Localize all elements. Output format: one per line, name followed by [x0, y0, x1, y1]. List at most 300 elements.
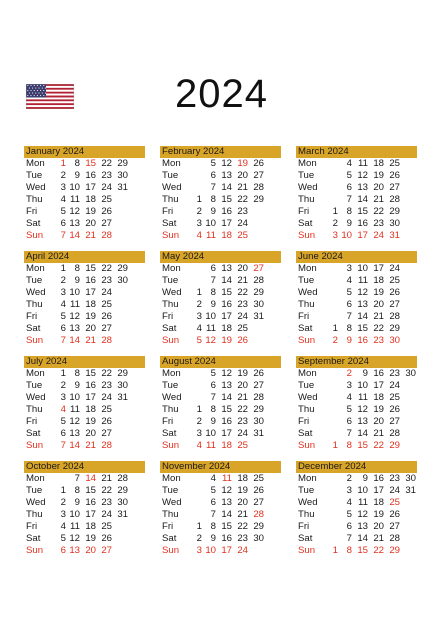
weekday-label: Tue — [26, 380, 43, 391]
week-row — [24, 473, 145, 485]
date-cell: 26 — [389, 170, 400, 181]
date-cell: 26 — [101, 206, 112, 217]
weekday-label: Thu — [298, 404, 315, 415]
date-cell: 2 — [60, 170, 66, 181]
date-cell: 7 — [346, 311, 352, 322]
date-cell: 30 — [117, 380, 128, 391]
weekday-label: Thu — [162, 404, 179, 415]
date-cell: 22 — [373, 206, 384, 217]
date-cell: 19 — [85, 311, 96, 322]
week-row — [160, 485, 281, 497]
date-cell: 25 — [237, 230, 248, 241]
week-row — [296, 380, 417, 392]
week-row — [296, 404, 417, 416]
date-cell: 19 — [221, 335, 232, 346]
date-cell: 17 — [221, 311, 232, 322]
weekday-label: Tue — [298, 380, 315, 391]
date-cell: 5 — [346, 404, 352, 415]
date-cell: 1 — [332, 545, 338, 556]
date-cell: 28 — [389, 311, 400, 322]
date-cell: 25 — [237, 323, 248, 334]
week-row — [296, 275, 417, 287]
date-cell: 4 — [60, 194, 66, 205]
date-cell: 13 — [357, 521, 368, 532]
date-cell: 20 — [373, 299, 384, 310]
date-cell: 26 — [389, 509, 400, 520]
date-cell: 10 — [205, 311, 216, 322]
date-cell: 24 — [101, 287, 112, 298]
weekday-label: Mon — [298, 263, 317, 274]
month-block — [160, 251, 281, 347]
month-header: April 2024 — [24, 251, 145, 263]
month-block — [24, 251, 145, 347]
date-cell: 21 — [373, 428, 384, 439]
weekday-label: Fri — [26, 521, 38, 532]
date-cell: 29 — [117, 158, 128, 169]
date-cell: 27 — [253, 170, 264, 181]
date-cell: 19 — [237, 158, 248, 169]
week-row — [160, 287, 281, 299]
week-row — [24, 497, 145, 509]
date-cell: 18 — [221, 230, 232, 241]
date-cell: 14 — [221, 182, 232, 193]
date-cell: 11 — [70, 299, 80, 310]
date-cell: 12 — [205, 335, 216, 346]
date-cell: 8 — [210, 194, 216, 205]
date-cell: 9 — [362, 473, 368, 484]
week-row — [160, 440, 281, 452]
weekday-label: Mon — [162, 473, 181, 484]
date-cell: 28 — [389, 428, 400, 439]
date-cell: 11 — [358, 497, 368, 508]
date-cell: 17 — [85, 287, 96, 298]
week-row — [24, 299, 145, 311]
week-row — [24, 416, 145, 428]
date-cell: 6 — [60, 545, 66, 556]
weekday-label: Tue — [162, 275, 179, 286]
date-cell: 26 — [389, 287, 400, 298]
date-cell: 23 — [101, 170, 112, 181]
date-cell: 9 — [210, 416, 216, 427]
month-header: March 2024 — [296, 146, 417, 158]
date-cell: 2 — [196, 206, 202, 217]
date-cell: 21 — [85, 440, 96, 451]
month-header: February 2024 — [160, 146, 281, 158]
date-cell: 23 — [101, 497, 112, 508]
date-cell: 1 — [60, 158, 66, 169]
date-cell: 20 — [373, 182, 384, 193]
date-cell: 3 — [196, 311, 202, 322]
date-cell: 29 — [117, 368, 128, 379]
date-cell: 28 — [101, 335, 112, 346]
date-cell: 14 — [69, 335, 80, 346]
date-cell: 19 — [373, 404, 384, 415]
weekday-label: Sun — [298, 440, 316, 451]
date-cell: 18 — [373, 275, 384, 286]
date-cell: 22 — [101, 368, 112, 379]
week-row — [160, 275, 281, 287]
date-cell: 17 — [221, 218, 232, 229]
date-cell: 4 — [60, 404, 66, 415]
date-cell: 16 — [221, 533, 232, 544]
date-cell: 22 — [101, 485, 112, 496]
date-cell: 12 — [357, 509, 368, 520]
date-cell: 24 — [101, 509, 112, 520]
week-row — [160, 473, 281, 485]
week-row — [296, 485, 417, 497]
week-row — [296, 182, 417, 194]
weekday-label: Wed — [162, 497, 182, 508]
date-cell: 29 — [389, 440, 400, 451]
weekday-label: Mon — [26, 263, 45, 274]
date-cell: 8 — [74, 263, 80, 274]
date-cell: 14 — [357, 311, 368, 322]
date-cell: 27 — [389, 299, 400, 310]
date-cell: 5 — [346, 509, 352, 520]
date-cell: 29 — [253, 404, 264, 415]
date-cell: 18 — [85, 404, 96, 415]
weekday-label: Sun — [26, 335, 44, 346]
week-row — [24, 335, 145, 347]
date-cell: 5 — [210, 158, 216, 169]
date-cell: 20 — [85, 545, 96, 556]
month-header: October 2024 — [24, 461, 145, 473]
date-cell: 5 — [346, 287, 352, 298]
date-cell: 15 — [85, 485, 96, 496]
date-cell: 6 — [346, 182, 352, 193]
date-cell: 26 — [389, 404, 400, 415]
date-cell: 10 — [205, 428, 216, 439]
weekday-label: Mon — [298, 158, 317, 169]
date-cell: 1 — [60, 368, 66, 379]
weekday-label: Thu — [26, 194, 43, 205]
month-block — [24, 356, 145, 452]
date-cell: 9 — [346, 218, 352, 229]
date-cell: 23 — [389, 368, 400, 379]
date-cell: 10 — [69, 182, 80, 193]
date-cell: 26 — [101, 311, 112, 322]
week-row — [24, 287, 145, 299]
weekday-label: Sat — [298, 533, 313, 544]
week-row — [296, 521, 417, 533]
date-cell: 13 — [69, 323, 80, 334]
date-cell: 21 — [237, 509, 248, 520]
weekday-label: Sun — [26, 230, 44, 241]
date-cell: 24 — [389, 263, 400, 274]
date-cell: 3 — [196, 428, 202, 439]
weekday-label: Sun — [26, 440, 44, 451]
date-cell: 7 — [60, 440, 66, 451]
month-block — [296, 356, 417, 452]
week-row — [24, 521, 145, 533]
week-row — [24, 230, 145, 242]
date-cell: 23 — [237, 416, 248, 427]
date-cell: 15 — [221, 521, 232, 532]
date-cell: 4 — [346, 497, 352, 508]
week-row — [296, 287, 417, 299]
date-cell: 16 — [221, 299, 232, 310]
date-cell: 6 — [60, 218, 66, 229]
date-cell: 17 — [85, 509, 96, 520]
date-cell: 21 — [373, 311, 384, 322]
date-cell: 2 — [346, 368, 352, 379]
date-cell: 28 — [389, 533, 400, 544]
date-cell: 29 — [117, 263, 128, 274]
date-cell: 16 — [85, 380, 96, 391]
date-cell: 9 — [210, 206, 216, 217]
date-cell: 29 — [389, 545, 400, 556]
date-cell: 25 — [389, 497, 400, 508]
date-cell: 24 — [389, 380, 400, 391]
weekday-label: Fri — [162, 311, 174, 322]
date-cell: 13 — [221, 263, 232, 274]
date-cell: 7 — [210, 182, 216, 193]
date-cell: 10 — [205, 545, 216, 556]
date-cell: 22 — [237, 521, 248, 532]
weekday-label: Sat — [298, 323, 313, 334]
date-cell: 12 — [69, 416, 80, 427]
date-cell: 11 — [358, 275, 368, 286]
week-row — [296, 335, 417, 347]
date-cell: 5 — [346, 170, 352, 181]
date-cell: 28 — [253, 509, 264, 520]
weekday-label: Sun — [298, 335, 316, 346]
date-cell: 6 — [346, 299, 352, 310]
weekday-label: Sat — [26, 533, 41, 544]
date-cell: 16 — [85, 497, 96, 508]
date-cell: 22 — [101, 263, 112, 274]
date-cell: 22 — [237, 287, 248, 298]
weekday-label: Sun — [298, 230, 316, 241]
date-cell: 7 — [210, 275, 216, 286]
date-cell: 30 — [389, 335, 400, 346]
date-cell: 12 — [357, 287, 368, 298]
date-cell: 20 — [373, 521, 384, 532]
month-block — [296, 461, 417, 557]
date-cell: 21 — [373, 533, 384, 544]
weekday-label: Wed — [26, 392, 46, 403]
date-cell: 9 — [346, 335, 352, 346]
date-cell: 27 — [253, 497, 264, 508]
date-cell: 4 — [346, 392, 352, 403]
date-cell: 12 — [357, 170, 368, 181]
date-cell: 24 — [373, 230, 384, 241]
date-cell: 21 — [237, 182, 248, 193]
date-cell: 9 — [74, 275, 80, 286]
week-row — [160, 335, 281, 347]
date-cell: 20 — [237, 263, 248, 274]
date-cell: 11 — [70, 404, 80, 415]
weekday-label: Thu — [162, 194, 179, 205]
date-cell: 31 — [389, 230, 400, 241]
date-cell: 2 — [196, 299, 202, 310]
date-cell: 13 — [69, 218, 80, 229]
week-row — [296, 323, 417, 335]
date-cell: 19 — [373, 509, 384, 520]
date-cell: 15 — [357, 206, 368, 217]
date-cell: 14 — [357, 428, 368, 439]
date-cell: 25 — [237, 440, 248, 451]
month-block — [160, 356, 281, 452]
date-cell: 28 — [101, 230, 112, 241]
date-cell: 6 — [346, 416, 352, 427]
date-cell: 16 — [221, 206, 232, 217]
date-cell: 11 — [358, 158, 368, 169]
date-cell: 13 — [357, 182, 368, 193]
weekday-label: Fri — [26, 311, 38, 322]
date-cell: 14 — [357, 194, 368, 205]
date-cell: 11 — [206, 230, 216, 241]
week-row — [24, 509, 145, 521]
week-row — [24, 380, 145, 392]
date-cell: 25 — [101, 299, 112, 310]
weekday-label: Sat — [162, 428, 177, 439]
date-cell: 2 — [60, 275, 66, 286]
date-cell: 30 — [117, 275, 128, 286]
date-cell: 17 — [373, 263, 384, 274]
weekday-label: Tue — [298, 170, 315, 181]
date-cell: 27 — [101, 545, 112, 556]
weekday-label: Fri — [162, 206, 174, 217]
weekday-label: Sun — [298, 545, 316, 556]
date-cell: 23 — [373, 218, 384, 229]
date-cell: 16 — [357, 218, 368, 229]
week-row — [24, 263, 145, 275]
week-row — [160, 380, 281, 392]
week-row — [160, 263, 281, 275]
date-cell: 26 — [253, 158, 264, 169]
date-cell: 7 — [346, 194, 352, 205]
date-cell: 12 — [357, 404, 368, 415]
week-row — [160, 311, 281, 323]
weekday-label: Mon — [298, 368, 317, 379]
year-title: 2024 — [175, 72, 268, 116]
week-row — [24, 194, 145, 206]
weekday-label: Sat — [298, 218, 313, 229]
weekday-label: Sun — [162, 440, 180, 451]
week-row — [160, 416, 281, 428]
date-cell: 15 — [357, 545, 368, 556]
date-cell: 11 — [206, 440, 216, 451]
month-block — [160, 146, 281, 242]
weekday-label: Thu — [162, 299, 179, 310]
date-cell: 4 — [346, 275, 352, 286]
date-cell: 19 — [85, 416, 96, 427]
date-cell: 28 — [253, 275, 264, 286]
week-row — [24, 311, 145, 323]
week-row — [24, 440, 145, 452]
week-row — [24, 533, 145, 545]
date-cell: 2 — [332, 218, 338, 229]
date-cell: 27 — [389, 416, 400, 427]
week-row — [160, 545, 281, 557]
date-cell: 13 — [357, 416, 368, 427]
date-cell: 10 — [357, 485, 368, 496]
date-cell: 15 — [221, 194, 232, 205]
date-cell: 12 — [69, 311, 80, 322]
week-row — [24, 218, 145, 230]
date-cell: 29 — [253, 287, 264, 298]
date-cell: 9 — [74, 170, 80, 181]
week-row — [160, 218, 281, 230]
week-row — [24, 170, 145, 182]
date-cell: 11 — [206, 323, 216, 334]
date-cell: 25 — [101, 404, 112, 415]
date-cell: 10 — [357, 380, 368, 391]
week-row — [24, 485, 145, 497]
date-cell: 1 — [60, 485, 66, 496]
date-cell: 22 — [373, 545, 384, 556]
week-row — [160, 533, 281, 545]
week-row — [160, 170, 281, 182]
weekday-label: Sun — [162, 335, 180, 346]
week-row — [296, 428, 417, 440]
date-cell: 7 — [60, 230, 66, 241]
date-cell: 25 — [101, 194, 112, 205]
date-cell: 26 — [253, 485, 264, 496]
week-row — [296, 311, 417, 323]
date-cell: 24 — [101, 182, 112, 193]
date-cell: 5 — [60, 533, 66, 544]
date-cell: 15 — [85, 263, 96, 274]
weekday-label: Thu — [162, 509, 179, 520]
date-cell: 1 — [196, 194, 202, 205]
date-cell: 11 — [222, 473, 232, 484]
date-cell: 3 — [60, 509, 66, 520]
date-cell: 2 — [332, 335, 338, 346]
date-cell: 1 — [196, 287, 202, 298]
week-row — [160, 299, 281, 311]
week-row — [296, 218, 417, 230]
date-cell: 30 — [117, 170, 128, 181]
date-cell: 9 — [210, 533, 216, 544]
date-cell: 30 — [117, 497, 128, 508]
week-row — [160, 497, 281, 509]
weekday-label: Fri — [298, 416, 310, 427]
date-cell: 30 — [253, 533, 264, 544]
week-row — [296, 158, 417, 170]
date-cell: 23 — [101, 275, 112, 286]
date-cell: 18 — [85, 194, 96, 205]
date-cell: 19 — [237, 485, 248, 496]
week-row — [160, 230, 281, 242]
date-cell: 11 — [70, 194, 80, 205]
date-cell: 14 — [69, 440, 80, 451]
date-cell: 2 — [60, 497, 66, 508]
date-cell: 19 — [373, 287, 384, 298]
date-cell: 7 — [210, 509, 216, 520]
date-cell: 11 — [70, 521, 80, 532]
date-cell: 6 — [210, 263, 216, 274]
date-cell: 31 — [117, 509, 128, 520]
date-cell: 22 — [373, 323, 384, 334]
date-cell: 23 — [373, 335, 384, 346]
weekday-label: Sun — [26, 545, 44, 556]
date-cell: 29 — [253, 521, 264, 532]
weekday-label: Tue — [162, 170, 179, 181]
date-cell: 15 — [85, 158, 96, 169]
week-row — [296, 230, 417, 242]
date-cell: 27 — [101, 428, 112, 439]
date-cell: 14 — [85, 473, 96, 484]
date-cell: 4 — [196, 440, 202, 451]
week-row — [160, 428, 281, 440]
date-cell: 27 — [101, 218, 112, 229]
weekday-label: Thu — [298, 509, 315, 520]
date-cell: 8 — [74, 158, 80, 169]
date-cell: 4 — [60, 521, 66, 532]
date-cell: 16 — [373, 473, 384, 484]
